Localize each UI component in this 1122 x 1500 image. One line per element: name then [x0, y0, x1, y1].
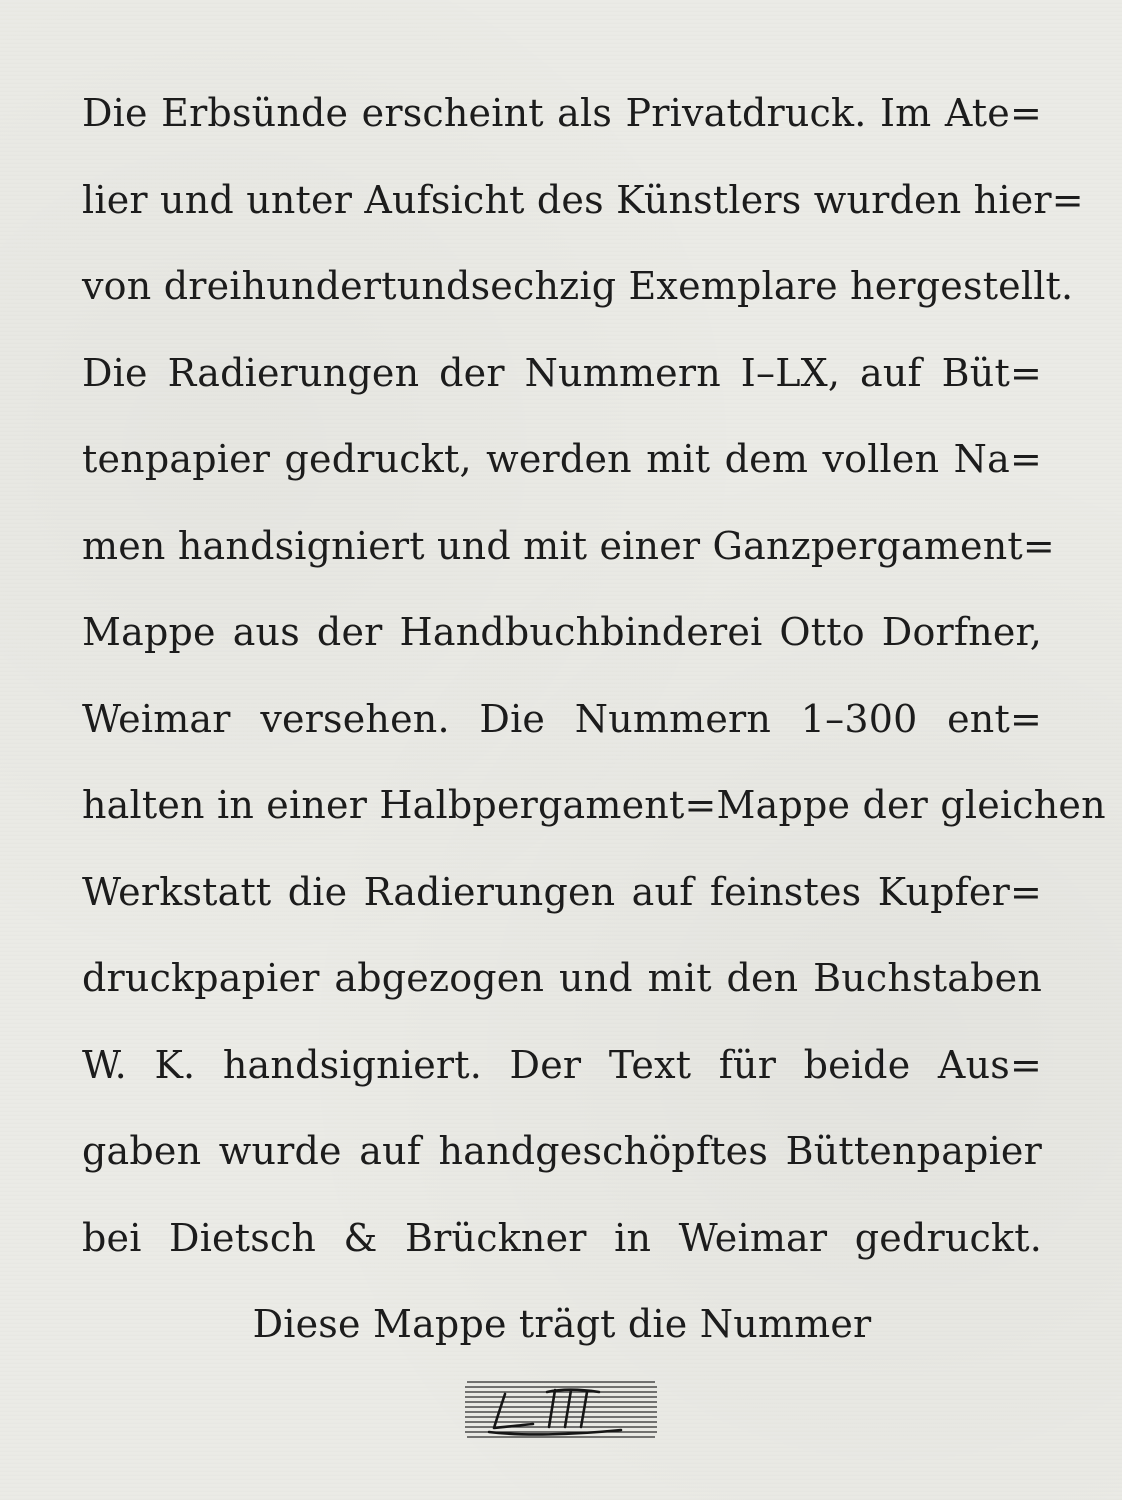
text-line: Werkstatt die Radierungen auf feinstes Kupfer=: [82, 869, 1042, 914]
colophon-text: [82, 70, 1106, 1368]
text-line: men handsigniert und mit einer Ganzpergament=: [82, 523, 1055, 568]
text-line: halten in einer Halbpergament=Mappe der gleichen: [82, 783, 1106, 827]
text-line: von dreihundertundsechzig Exemplare hergestellt.: [82, 264, 1074, 308]
text-line: Die Erbsünde erscheint als Privatdruck. Im Ate=: [82, 91, 1042, 135]
text-line: gaben wurde auf handgeschöpftes Büttenpapier: [82, 1129, 1042, 1173]
text-line: tenpapier gedruckt, werden mit dem vollen Na=: [82, 437, 1042, 481]
closing-line: Diese Mappe trägt die Nummer: [252, 1302, 872, 1346]
handwritten-number-signature: [461, 1372, 661, 1448]
text-line: druckpapier abgezogen und mit den Buchstaben: [82, 956, 1042, 1000]
edition-number-stamp: [461, 1372, 661, 1448]
text-line: lier und unter Aufsicht des Künstlers wurden hier=: [82, 177, 1084, 222]
text-line: W. K. handsigniert. Der Text für beide Aus=: [82, 1042, 1042, 1087]
text-line: Weimar versehen. Die Nummern 1–300 ent=: [82, 696, 1042, 741]
text-line: bei Dietsch & Brückner in Weimar gedruckt.: [82, 1215, 1042, 1260]
text-line: Mappe aus der Handbuchbinderei Otto Dorfner,: [82, 610, 1042, 654]
text-line: Die Radierungen der Nummern I–LX, auf Büt=: [82, 350, 1042, 395]
